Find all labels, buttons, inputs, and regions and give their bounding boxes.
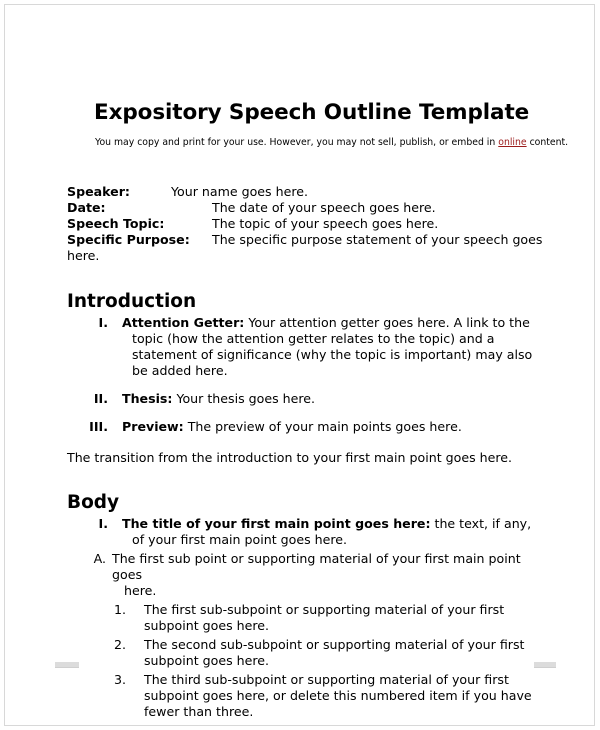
meta-value-speech-topic: The topic of your speech goes here. bbox=[212, 215, 439, 231]
meta-row-specific-purpose bbox=[67, 231, 543, 248]
outline-marker: I. bbox=[98, 314, 108, 330]
outline-marker: 1. bbox=[113, 601, 126, 617]
usage-notice-text-after: content. bbox=[526, 136, 569, 148]
introduction-outline bbox=[67, 315, 537, 435]
outline-body-text: The first sub point or supporting material of your first main point goes bbox=[112, 550, 521, 582]
outline-body-text: Your attention getter goes here. A link to the topic (how the attention getter relates to the topic) and a statement of significance (why the topic is important) may also be added here. bbox=[132, 314, 533, 378]
outline-lead-label: The title of your first main point goes here: bbox=[122, 515, 431, 531]
outline-body-text-continued: subpoint goes here. bbox=[144, 652, 270, 668]
outline-item-preview bbox=[67, 419, 537, 435]
outline-lead-label: Preview: bbox=[122, 418, 184, 434]
meta-value-date: The date of your speech goes here. bbox=[212, 200, 436, 216]
document-body bbox=[67, 100, 569, 720]
meta-row-speaker bbox=[67, 184, 537, 200]
meta-label-speaker: Speaker: bbox=[67, 184, 130, 200]
outline-body-text: The third sub-subpoint or supporting material of your first bbox=[144, 671, 509, 687]
meta-label-date: Date: bbox=[67, 200, 106, 216]
outline-marker: A. bbox=[93, 550, 106, 566]
outline-text bbox=[118, 315, 537, 379]
outline-text bbox=[118, 391, 537, 407]
outline-text bbox=[106, 551, 537, 599]
outline-body-text-continued: subpoint goes here, or delete this numbered item if you have fewer than three. bbox=[144, 687, 532, 719]
outline-marker: I. bbox=[98, 515, 108, 531]
outline-text bbox=[126, 602, 537, 634]
outline-marker: 2. bbox=[113, 636, 126, 652]
outline-item-main-point-one bbox=[67, 516, 537, 548]
meta-label-specific-purpose: Specific Purpose: bbox=[67, 231, 190, 247]
body-section bbox=[67, 492, 537, 720]
meta-label-speech-topic: Speech Topic: bbox=[67, 215, 165, 231]
outline-text bbox=[126, 637, 537, 669]
speech-meta-block bbox=[67, 184, 543, 263]
body-outline bbox=[67, 516, 537, 720]
outline-text bbox=[118, 516, 537, 548]
meta-value-speaker: Your name goes here. bbox=[171, 184, 308, 200]
meta-value-specific-purpose-continued: here. bbox=[67, 247, 100, 263]
document-page bbox=[4, 4, 595, 726]
usage-notice-text-before: You may copy and print for your use. However, you may not sell, publish, or embed in bbox=[95, 136, 499, 148]
outline-item-sub-subpoint-3 bbox=[67, 672, 537, 720]
outline-lead-label: Attention Getter: bbox=[122, 314, 245, 330]
introduction-heading: Introduction bbox=[67, 290, 197, 312]
outline-marker: III. bbox=[89, 418, 108, 434]
outline-item-thesis bbox=[67, 391, 537, 407]
meta-row-speech-topic bbox=[67, 216, 537, 232]
outline-body-text-continued: here. bbox=[124, 582, 157, 598]
outline-text bbox=[126, 672, 537, 720]
introduction-transition-paragraph: The transition from the introduction to your first main point goes here. bbox=[67, 449, 513, 465]
outline-body-text: The first sub-subpoint or supporting material of your first bbox=[144, 601, 505, 617]
body-heading: Body bbox=[67, 491, 120, 513]
meta-row-date bbox=[67, 200, 537, 216]
outline-body-text-continued: subpoint goes here. bbox=[144, 617, 270, 633]
outline-body-text: Your thesis goes here. bbox=[172, 390, 316, 406]
usage-notice bbox=[67, 136, 569, 149]
outline-body-text: The preview of your main points goes here. bbox=[183, 418, 462, 434]
outline-item-sub-subpoint-2 bbox=[67, 637, 537, 669]
meta-value-specific-purpose: The specific purpose statement of your speech goes bbox=[212, 231, 543, 247]
introduction-section bbox=[67, 291, 537, 466]
footer-mark-left bbox=[55, 662, 79, 668]
outline-lead-label: Thesis: bbox=[122, 390, 173, 406]
footer-mark-right bbox=[534, 662, 556, 668]
outline-item-sub-subpoint-1 bbox=[67, 602, 537, 634]
page-title: Expository Speech Outline Template bbox=[94, 100, 530, 125]
outline-body-text: the text, if any, of your first main point goes here. bbox=[132, 515, 532, 547]
outline-marker: II. bbox=[93, 390, 108, 406]
outline-marker: 3. bbox=[113, 671, 126, 687]
outline-item-attention-getter bbox=[67, 315, 537, 379]
outline-item-sub-point-a bbox=[67, 551, 537, 599]
online-link[interactable]: online bbox=[498, 136, 527, 148]
outline-body-text: The second sub-subpoint or supporting material of your first bbox=[144, 636, 525, 652]
outline-text bbox=[118, 419, 537, 435]
